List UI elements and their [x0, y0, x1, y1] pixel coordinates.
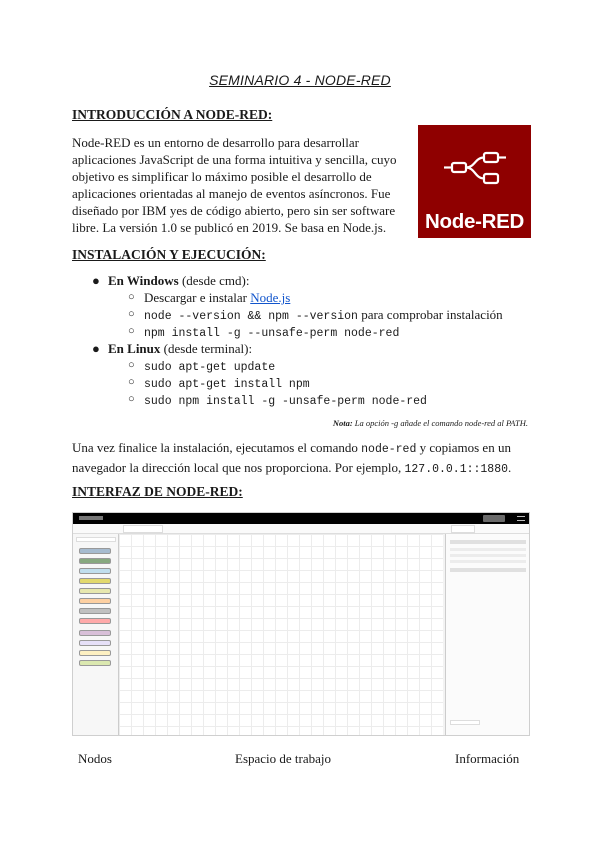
- palette-node: [79, 618, 111, 624]
- circle-bullet-icon: ○: [128, 393, 135, 405]
- palette-node: [79, 548, 111, 554]
- info-row: [450, 560, 526, 563]
- list-item-windows: [72, 272, 542, 289]
- list-item-apt-update: [72, 357, 542, 374]
- run-paragraph: [72, 439, 542, 479]
- workspace-grid: [119, 534, 443, 736]
- list-item-apt-install: [72, 374, 542, 391]
- windows-suffix: (desde cmd):: [178, 273, 250, 288]
- info-tab: [451, 525, 475, 533]
- info-row: [450, 554, 526, 557]
- info-footer-input: [450, 720, 480, 725]
- editor-header: [73, 513, 530, 524]
- windows-label: En Windows: [108, 273, 179, 288]
- linux-label: En Linux: [108, 341, 161, 356]
- apt-install-command: sudo apt-get install npm: [144, 378, 310, 391]
- intro-line: aplicaciones orientadas al manejo de eventos asíncronos. Fue: [72, 186, 391, 201]
- circle-bullet-icon: ○: [128, 359, 135, 371]
- caption-nodes: Nodos: [78, 751, 112, 766]
- nodes-palette: [73, 534, 119, 736]
- section-heading-intro: INTRODUCCIÓN A NODE-RED:: [72, 107, 273, 122]
- list-item-sudo-npm: [72, 391, 542, 408]
- run-text: y copiamos en un navegador la dirección local que nos proporciona. Por ejemplo,: [72, 440, 511, 475]
- list-item-linux: [72, 340, 542, 357]
- editor-tab-bar: [73, 524, 530, 534]
- palette-node: [79, 660, 111, 666]
- intro-line: diseñado por IBM yes de código abierto, pero sin ser software: [72, 203, 396, 218]
- circle-bullet-icon: ○: [128, 325, 135, 337]
- palette-filter: [76, 537, 116, 542]
- palette-node: [79, 608, 111, 614]
- nodejs-link[interactable]: Node.js: [250, 290, 291, 305]
- note-label: Nota:: [332, 418, 353, 428]
- install-steps-list: [72, 272, 542, 408]
- palette-node: [79, 578, 111, 584]
- palette-node: [79, 598, 111, 604]
- bullet-icon: ●: [92, 273, 100, 288]
- info-row: [450, 568, 526, 572]
- version-command: node --version && npm --version: [144, 310, 358, 323]
- circle-bullet-icon: ○: [128, 308, 135, 320]
- version-command-note: para comprobar instalación: [357, 307, 503, 322]
- install-note: [333, 418, 528, 428]
- caption-workspace: Espacio de trabajo: [235, 751, 332, 766]
- palette-node: [79, 650, 111, 656]
- note-text: La opción -g añade el comando node-red al PATH.: [352, 418, 528, 428]
- palette-node: [79, 558, 111, 564]
- intro-paragraph: [72, 134, 408, 236]
- node-red-interface-screenshot: [72, 512, 530, 736]
- node-red-command: node-red: [361, 443, 417, 456]
- intro-line: objetivo es simplificar lo máximo posible el desarrollo de: [72, 169, 372, 184]
- local-address: 127.0.0.1::1880: [404, 463, 509, 476]
- list-item-download: [72, 289, 542, 306]
- flow-tab: [123, 525, 163, 533]
- linux-suffix: (desde terminal):: [160, 341, 253, 356]
- palette-node: [79, 630, 111, 636]
- info-row: [450, 548, 526, 551]
- sudo-npm-command: sudo npm install -g -unsafe-perm node-red: [144, 395, 427, 408]
- bullet-icon: ●: [92, 341, 100, 356]
- apt-update-command: sudo apt-get update: [144, 361, 276, 374]
- intro-line: Node-RED es un entorno de desarrollo para desarrollar: [72, 135, 359, 150]
- section-heading-ui: INTERFAZ DE NODE-RED:: [72, 484, 243, 499]
- circle-bullet-icon: ○: [128, 376, 135, 388]
- palette-node: [79, 640, 111, 646]
- run-text: Una vez finalice la instalación, ejecutamos el comando: [72, 440, 362, 455]
- list-item-npm-install: [72, 323, 542, 340]
- caption-info: Información: [455, 751, 520, 766]
- editor-logo-icon: [79, 516, 103, 520]
- node-red-logo: [418, 125, 531, 238]
- document-title: SEMINARIO 4 - NODE-RED: [209, 72, 391, 88]
- circle-bullet-icon: ○: [128, 291, 135, 303]
- download-text: Descargar e instalar: [144, 290, 251, 305]
- intro-line: aplicaciones JavaScript de una forma intuitiva y sencilla, cuyo: [72, 152, 397, 167]
- deploy-button: [483, 515, 505, 522]
- intro-line: libre. La versión 1.0 se publicó en 2019. Se basa en Node.js.: [72, 220, 387, 235]
- section-heading-install: INSTALACIÓN Y EJECUCIÓN:: [72, 247, 266, 262]
- menu-icon: [517, 516, 525, 521]
- logo-wordmark: Node-RED: [425, 210, 524, 233]
- palette-node: [79, 568, 111, 574]
- run-text-end: .: [508, 460, 512, 475]
- node-red-flow-icon: [418, 125, 531, 205]
- npm-install-command: npm install -g --unsafe-perm node-red: [144, 327, 400, 340]
- list-item-check-version: [72, 306, 542, 323]
- palette-node: [79, 588, 111, 594]
- info-sidebar: [445, 534, 530, 736]
- info-row: [450, 540, 526, 544]
